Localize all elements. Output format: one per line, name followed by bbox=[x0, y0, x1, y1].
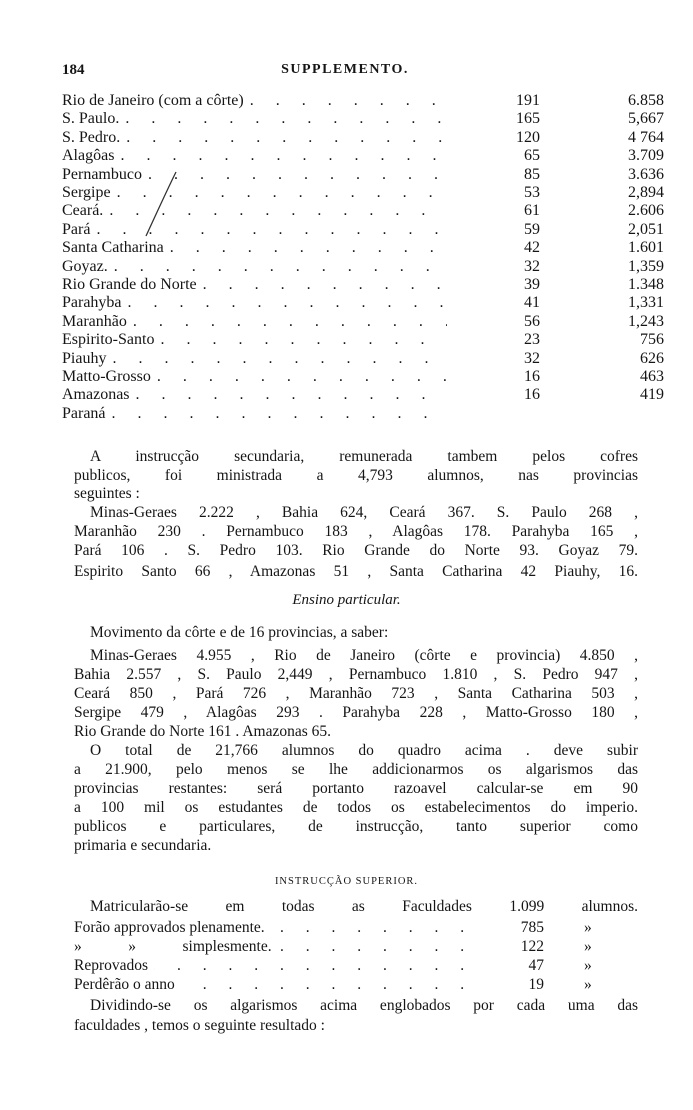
result-value: 19 bbox=[528, 976, 544, 993]
students-count: 5,667 bbox=[628, 110, 664, 128]
result-row bbox=[74, 975, 634, 994]
province-name: Pará bbox=[62, 220, 91, 238]
table-row bbox=[62, 92, 664, 110]
province-name: Pernambuco bbox=[62, 165, 142, 183]
schools-count: 59 bbox=[524, 220, 540, 238]
table-row bbox=[62, 239, 664, 257]
students-count: 1,243 bbox=[628, 312, 664, 330]
dot-leader bbox=[122, 294, 447, 312]
students-count: 756 bbox=[640, 331, 664, 349]
result-value: 122 bbox=[520, 938, 544, 955]
dot-leader bbox=[151, 368, 447, 386]
dot-leader bbox=[106, 405, 447, 423]
province-name: S. Paulo. bbox=[62, 110, 120, 128]
province-name: Paraná bbox=[62, 404, 106, 422]
text-line: Bahia 2.557 , S. Paulo 2,449 , Pernambuco 1.810 , S. Pedro 947 , bbox=[74, 666, 638, 683]
result-label: Forão approvados plenamente. bbox=[74, 918, 271, 937]
students-count: 6.858 bbox=[628, 92, 664, 109]
schools-count: 53 bbox=[524, 184, 540, 201]
students-count: 1,331 bbox=[628, 294, 664, 312]
name-cell bbox=[62, 92, 447, 110]
province-name: Goyaz. bbox=[62, 257, 108, 275]
dot-leader bbox=[154, 331, 447, 349]
schools-count: 165 bbox=[516, 110, 540, 128]
text-line: Movimento da côrte e de 16 provincias, a saber: bbox=[90, 624, 389, 641]
name-cell bbox=[62, 147, 447, 165]
province-name: Piauhy bbox=[62, 349, 107, 367]
result-row bbox=[74, 937, 634, 956]
name-cell bbox=[62, 184, 447, 202]
text-line: primaria e secundaria. bbox=[74, 837, 212, 854]
name-cell bbox=[62, 202, 447, 220]
result-label: Reprovados bbox=[74, 956, 154, 975]
table-row bbox=[62, 276, 664, 294]
dot-leader bbox=[197, 276, 447, 294]
students-count: 2,051 bbox=[628, 220, 664, 238]
text-line: Ceará 850 , Pará 726 , Maranhão 723 , Santa Catharina 503 , bbox=[74, 685, 638, 702]
name-cell bbox=[62, 221, 447, 239]
students-count: 626 bbox=[640, 349, 664, 367]
text-line: seguintes : bbox=[74, 485, 140, 502]
result-label: Perdêrão o anno bbox=[74, 975, 181, 994]
dot-leader bbox=[108, 258, 447, 276]
text-line: Espirito Santo 66 , Amazonas 51 , Santa Catharina 42 Piauhy, 16. bbox=[74, 563, 638, 580]
name-cell bbox=[62, 331, 447, 349]
text-line: Pará 106 . S. Pedro 103. Rio Grande do Norte 93. Goyaz 79. bbox=[74, 542, 638, 559]
ditto-mark: » bbox=[584, 919, 592, 936]
result-row bbox=[74, 918, 634, 937]
schools-count: 32 bbox=[524, 349, 540, 367]
pen-mark bbox=[140, 170, 180, 238]
table-row bbox=[62, 386, 664, 404]
name-cell bbox=[62, 350, 447, 368]
schools-count: 32 bbox=[524, 257, 540, 275]
text-line: Rio Grande do Norte 161 . Amazonas 65. bbox=[74, 723, 331, 740]
result-label: » » simplesmente. bbox=[74, 937, 278, 956]
table-row bbox=[62, 312, 664, 331]
dot-leader bbox=[142, 166, 447, 184]
province-name: S. Pedro. bbox=[62, 128, 121, 146]
name-cell bbox=[62, 405, 447, 423]
students-count: 1.601 bbox=[628, 239, 664, 257]
province-name: Amazonas bbox=[62, 386, 130, 404]
page-number: 184 bbox=[62, 62, 85, 78]
text-line: Maranhão 230 . Pernambuco 183 , Alagôas 178. Parahyba 165 , bbox=[74, 523, 638, 540]
province-name: Matto-Grosso bbox=[62, 368, 151, 385]
schools-count: 23 bbox=[524, 331, 540, 349]
dot-leader bbox=[127, 313, 447, 331]
dot-leader bbox=[119, 110, 447, 128]
text-line: a 100 mil os estudantes de todos os estabelecimentos do imperio. bbox=[74, 799, 638, 816]
students-count: 1.348 bbox=[628, 276, 664, 293]
province-name: Alagôas bbox=[62, 147, 115, 165]
name-cell bbox=[62, 313, 447, 331]
text-line: Minas-Geraes 4.955 , Rio de Janeiro (côrte e provincia) 4.850 , bbox=[90, 647, 638, 664]
text-line: publicos e particulares, de instrucção, tanto superior como bbox=[74, 818, 638, 835]
students-count: 3.636 bbox=[628, 165, 664, 183]
province-name: Rio Grande do Norte bbox=[62, 276, 197, 293]
students-count: 2.606 bbox=[628, 202, 664, 220]
ditto-mark: » bbox=[584, 976, 592, 993]
table-row bbox=[62, 331, 664, 349]
name-cell bbox=[62, 166, 447, 184]
text-line: Minas-Geraes 2.222 , Bahia 624, Ceará 367. S. Paulo 268 , bbox=[90, 504, 638, 521]
schools-count: 56 bbox=[524, 312, 540, 330]
text-line: O total de 21,766 alumnos do quadro acima . deve subir bbox=[90, 742, 638, 759]
table-row bbox=[62, 294, 664, 312]
schools-count: 16 bbox=[524, 386, 540, 404]
table-row bbox=[62, 368, 664, 386]
province-name: Santa Catharina bbox=[62, 239, 164, 257]
section-heading: INSTRUCÇÃO SUPERIOR. bbox=[274, 876, 419, 887]
province-name: Rio de Janeiro (com a côrte) bbox=[62, 92, 244, 109]
schools-count: 120 bbox=[516, 128, 540, 146]
text-line: Dividindo-se os algarismos acima englobados por cada uma das bbox=[90, 997, 638, 1014]
text-line: provincias restantes: será portanto razoavel calcular-se em 90 bbox=[74, 780, 638, 797]
result-value: 785 bbox=[520, 919, 544, 936]
name-cell bbox=[62, 239, 447, 257]
table-row bbox=[62, 349, 664, 368]
dot-leader bbox=[244, 92, 447, 110]
ditto-mark: » bbox=[584, 957, 592, 974]
name-cell bbox=[62, 110, 447, 128]
text-line: Sergipe 479 , Alagôas 293 . Parahyba 228 , Matto-Grosso 180 , bbox=[74, 704, 638, 721]
name-cell bbox=[62, 258, 447, 276]
students-count: 3.709 bbox=[628, 147, 664, 165]
result-row bbox=[74, 956, 634, 975]
text-line: Matricularão-se em todas as Faculdades 1.099 alumnos. bbox=[90, 898, 638, 915]
text-line: publicos, foi ministrada a 4,793 alumnos, nas provincias bbox=[74, 467, 638, 484]
students-count: 463 bbox=[640, 368, 664, 385]
dot-leader bbox=[120, 129, 447, 147]
schools-count: 85 bbox=[524, 165, 540, 183]
table-row bbox=[62, 128, 664, 147]
dot-leader bbox=[164, 239, 447, 257]
schools-count: 39 bbox=[524, 276, 540, 293]
students-count: 2,894 bbox=[628, 184, 664, 201]
text-line: A instrucção secundaria, remunerada tambem pelos cofres bbox=[90, 448, 638, 465]
province-name: Maranhão bbox=[62, 312, 127, 330]
schools-count: 16 bbox=[524, 368, 540, 385]
table-row bbox=[62, 147, 664, 165]
province-name: Ceará. bbox=[62, 202, 104, 220]
dot-leader bbox=[130, 386, 447, 404]
schools-count: 42 bbox=[524, 239, 540, 257]
schools-count: 65 bbox=[524, 147, 540, 165]
students-count: 419 bbox=[640, 386, 664, 404]
section-heading: Ensino particular. bbox=[292, 592, 401, 608]
result-value: 47 bbox=[528, 957, 544, 974]
province-name: Espirito-Santo bbox=[62, 331, 155, 349]
table-row bbox=[62, 110, 664, 128]
province-name: Parahyba bbox=[62, 294, 122, 312]
schools-count: 41 bbox=[524, 294, 540, 312]
dot-leader bbox=[114, 147, 447, 165]
province-name: Sergipe bbox=[62, 184, 111, 201]
table-row bbox=[62, 405, 622, 423]
name-cell bbox=[62, 129, 447, 147]
ditto-mark: » bbox=[584, 938, 592, 955]
schools-count: 191 bbox=[516, 92, 540, 109]
table-row bbox=[62, 257, 664, 276]
name-cell bbox=[62, 368, 447, 386]
text-line: faculdades , temos o seguinte resultado : bbox=[74, 1017, 325, 1034]
students-count: 1,359 bbox=[628, 257, 664, 275]
name-cell bbox=[62, 386, 447, 404]
text-line: a 21.900, pelo menos se lhe addicionarmos os algarismos das bbox=[74, 761, 638, 778]
schools-count: 61 bbox=[524, 202, 540, 220]
students-count: 4 764 bbox=[628, 128, 664, 146]
dot-leader bbox=[106, 350, 447, 368]
name-cell bbox=[62, 294, 447, 312]
name-cell bbox=[62, 276, 447, 294]
running-title: SUPPLEMENTO. bbox=[281, 62, 409, 77]
